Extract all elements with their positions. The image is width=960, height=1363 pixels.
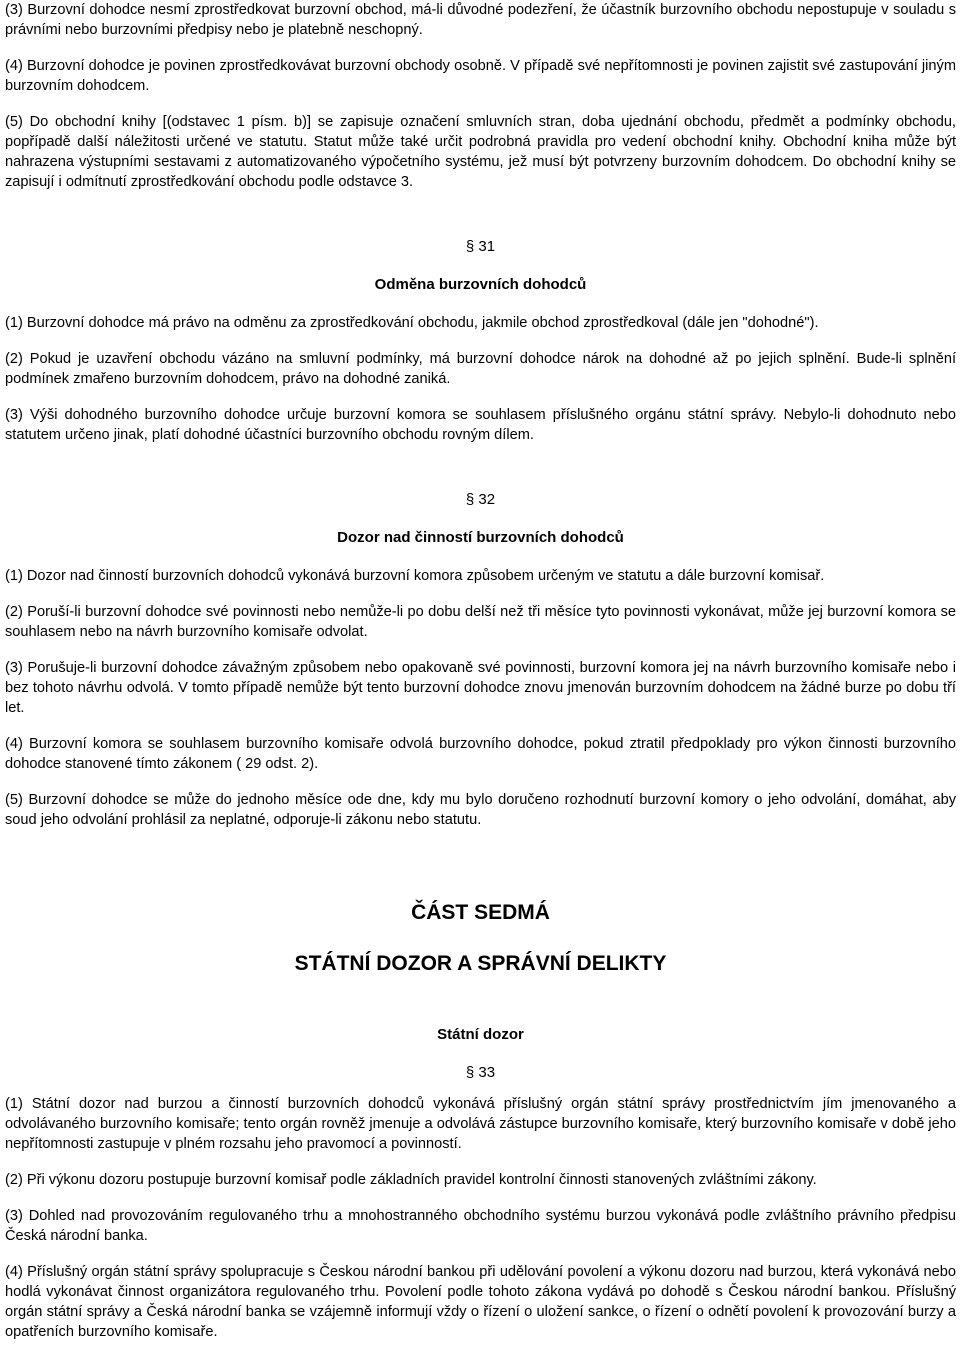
section-31-number: § 31 xyxy=(465,238,496,255)
part-label: ČÁST SEDMÁ xyxy=(411,901,550,924)
paragraph-30-3: (3) Burzovní dohodce nesmí zprostředkovat burzovní obchod, má-li důvodné podezření, že účastník burzovního obchodu nepostupuje v souladu s právními nebo burzovními předpisy nebo je platebně neschopný. xyxy=(5,2,956,38)
paragraph-30-4: (4) Burzovní dohodce je povinen zprostředkovávat burzovní obchody osobně. V případě své nepřítomnosti je povinen zajistit své zastupování jiným burzovním dohodcem. xyxy=(5,58,956,94)
paragraph-31-2: (2) Pokud je uzavření obchodu vázáno na smluvní podmínky, má burzovní dohodce nárok na dohodné až po jejich splnění. Bude-li splnění podmínek zmařeno burzovním dohodcem, právo na dohodné zaniká. xyxy=(5,351,956,387)
section-32-title: Dozor nad činností burzovních dohodců xyxy=(337,529,624,546)
paragraph-33-3: (3) Dohled nad provozováním regulovaného trhu a mnohostranného obchodního systému burzou vykonává podle zvláštního právního předpisu Česká národní banka. xyxy=(5,1208,956,1244)
paragraph-33-2: (2) Při výkonu dozoru postupuje burzovní komisař podle základních pravidel kontrolní činnosti stanovených zvláštními zákony. xyxy=(5,1172,817,1188)
section-31-number-value: 31 xyxy=(478,238,496,255)
section-32-number: § 32 xyxy=(465,491,496,508)
paragraph-31-1: (1) Burzovní dohodce má právo na odměnu za zprostředkování obchodu, jakmile obchod zprostředkoval (dále jen "dohodné"). xyxy=(5,315,819,331)
section-33-number-value: 33 xyxy=(478,1064,496,1081)
paragraph-33-4: (4) Příslušný orgán státní správy spolupracuje s Českou národní bankou při udělování povolení a výkonu dozoru nad burzou, která vykonává nebo hodlá vykonávat činnost organizátora regulovaného trhu. Povolení podle tohoto zákona vydává po dohodě s Českou národní bankou. Příslušný orgán státní správy a Česká národní banka se vzájemně informují vždy o řízení o uložení sankce, o řízení o odnětí povolení k provozování burzy a opatřeních burzovního komisaře. xyxy=(5,1264,956,1340)
section-32-number-value: 32 xyxy=(478,491,496,508)
document-page xyxy=(5,0,956,1342)
paragraph-32-4: (4) Burzovní komora se souhlasem burzovního komisaře odvolá burzovního dohodce, pokud ztratil předpoklady pro výkon činnosti burzovního dohodce stanovené tímto zákonem ( 29 odst. 2). xyxy=(5,736,956,772)
paragraph-32-3: (3) Porušuje-li burzovní dohodce závažným způsobem nebo opakovaně své povinnosti, burzovní komora jej na návrh burzovního komisaře nebo i bez tohoto návrhu odvolá. V tomto případě nemůže být tento burzovní dohodce znovu jmenován burzovním dohodcem na žádné burze po dobu tří let. xyxy=(5,660,956,716)
paragraph-30-5: (5) Do obchodní knihy [(odstavec 1 písm. b)] se zapisuje označení smluvních stran, doba ujednání obchodu, předmět a podmínky obchodu, popřípadě další náležitosti určené ve statutu. Statut může také určit podrobná pravidla pro vedení obchodní knihy. Obchodní kniha může být nahrazena výstupními sestavami z automatizovaného výpočetního systému, jež musí být potvrzeny burzovním dohodcem. Do obchodní knihy se zapisují i odmítnutí zprostředkování obchodu podle odstavce 3. xyxy=(5,114,956,190)
paragraph-32-5: (5) Burzovní dohodce se může do jednoho měsíce ode dne, kdy mu bylo doručeno rozhodnutí burzovní komory o jeho odvolání, domáhat, aby soud jeho odvolání prohlásil za neplatné, odporuje-li zákonu nebo statutu. xyxy=(5,792,956,828)
section-31-title: Odměna burzovních dohodců xyxy=(374,276,587,293)
paragraph-33-1: (1) Státní dozor nad burzou a činností burzovních dohodců vykonává příslušný orgán státní správy prostřednictvím jím jmenovaného a odvolávaného burzovního komisaře; tento orgán rovněž jmenuje a odvolává zástupce burzovního komisaře, který burzovního komisaře v době jeho nepřítomnosti zastupuje v plném rozsahu jeho pravomocí a povinností. xyxy=(5,1096,956,1152)
part-title: STÁTNÍ DOZOR A SPRÁVNÍ DELIKTY xyxy=(294,952,667,975)
subheading-state-supervision: Státní dozor xyxy=(437,1026,524,1043)
paragraph-32-2: (2) Poruší-li burzovní dohodce své povinnosti nebo nemůže-li po dobu delší než tři měsíce tyto povinnosti vykonávat, může jej burzovní komora se souhlasem nebo na návrh burzovního komisaře odvolat. xyxy=(5,604,956,640)
section-33-number: § 33 xyxy=(465,1064,496,1081)
paragraph-32-1: (1) Dozor nad činností burzovních dohodců vykonává burzovní komora způsobem určeným ve statutu a dále burzovní komisař. xyxy=(5,568,825,584)
paragraph-31-3: (3) Výši dohodného burzovního dohodce určuje burzovní komora se souhlasem příslušného orgánu státní správy. Nebylo-li dohodnuto nebo statutem určeno jinak, platí dohodné účastníci burzovního obchodu rovným dílem. xyxy=(5,407,956,443)
